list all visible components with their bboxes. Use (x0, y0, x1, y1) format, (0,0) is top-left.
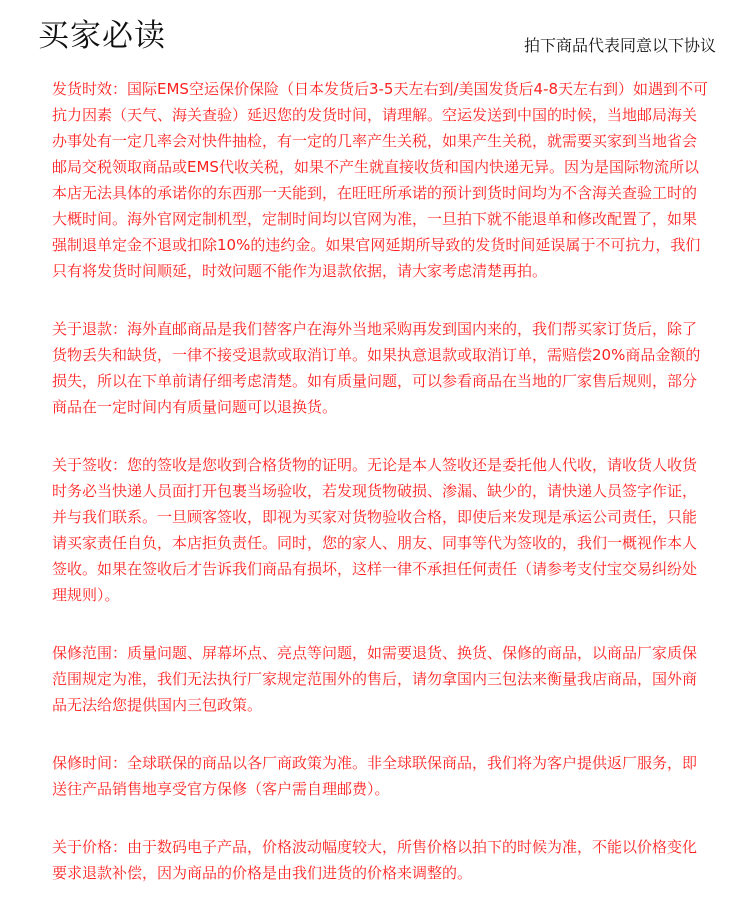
warranty-scope-section (52, 640, 710, 718)
shipping-policy-section (52, 76, 710, 284)
warranty-time-text: 保修时间：全球联保的商品以各厂商政策为准。非全球联保商品，我们将为客户提供返厂服务，即送往产品销售地享受官方保修（客户需自理邮费）。 (52, 754, 698, 798)
warranty-time-section (52, 750, 710, 802)
price-policy-section (52, 834, 710, 886)
refund-policy-text: 关于退款：海外直邮商品是我们替客户在海外当地采购再发到国内来的，我们帮买家订货后，除了货物丢失和缺货，一律不接受退款或取消订单。如果执意退款或取消订单，需赔偿20%商品金额的损失，所以在下单前请仔细考虑清楚。如有质量问题，可以参看商品在当地的厂家售后规则，部分商品在一定时间内有质量问题可以退换货。 (52, 320, 701, 416)
refund-policy-section (52, 316, 710, 420)
shipping-policy-text: 发货时效：国际EMS空运保价保险（日本发货后3-5天左右到/美国发货后4-8天左右到）如遇到不可抗力因素（天气、海关查验）延迟您的发货时间，请理解。空运发送到中国的时候，当地邮局海关办事处有一定几率会对快件抽检，有一定的几率产生关税，如果产生关税，就需要买家到当地省会邮局交税领取商品或EMS代收关税，如果不产生就直接收货和国内快递无异。因为是国际物流所以本店无法具体的承诺你的东西那一天能到，在旺旺所承诺的预计到货时间均为不含海关查验工时的大概时间。海外官网定制机型，定制时间均以官网为准，一旦拍下就不能退单和修改配置了，如果强制退单定金不退或扣除10%的违约金。如果官网延期所导致的发货时间延误属于不可抗力，我们只有将发货时间顺延，时效问题不能作为退款依据，请大家考虑清楚再拍。 (52, 80, 708, 280)
policy-content (52, 76, 710, 918)
warranty-scope-text: 保修范围：质量问题、屏幕坏点、亮点等问题，如需要退货、换货、保修的商品，以商品厂家质保范围规定为准，我们无法执行厂家规定范围外的售后，请勿拿国内三包法来衡量我店商品，国外商品无法给您提供国内三包政策。 (52, 644, 698, 714)
price-policy-text: 关于价格：由于数码电子产品，价格波动幅度较大，所售价格以拍下的时候为准，不能以价格变化要求退款补偿，因为商品的价格是由我们进货的价格来调整的。 (52, 838, 698, 882)
receipt-policy-section (52, 452, 710, 608)
page-header (0, 0, 750, 66)
page-title: 买家必读 (38, 18, 166, 54)
receipt-policy-text: 关于签收：您的签收是您收到合格货物的证明。无论是本人签收还是委托他人代收，请收货人收货时务必当快递人员面打开包裹当场验收，若发现货物破损、渗漏、缺少的，请快递人员签字作证，并与我们联系。一旦顾客签收，即视为买家对货物验收合格，即使后来发现是承运公司责任，只能请买家责任自负，本店拒负责任。同时，您的家人、朋友、同事等代为签收的，我们一概视作本人签收。如果在签收后才告诉我们商品有损坏，这样一律不承担任何责任（请参考支付宝交易纠纷处理规则）。 (52, 456, 698, 604)
agreement-note: 拍下商品代表同意以下协议 (523, 36, 716, 55)
